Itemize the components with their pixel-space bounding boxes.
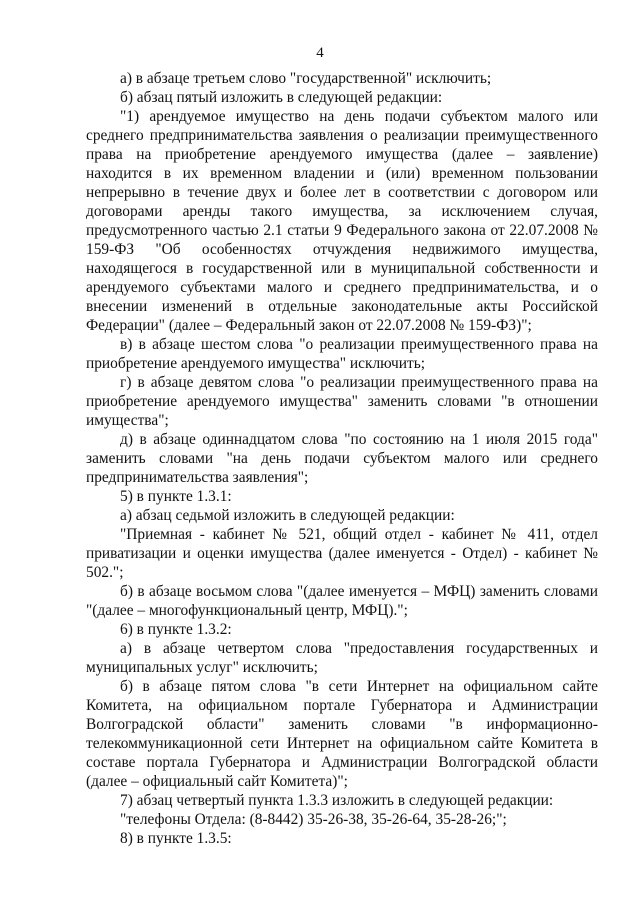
paragraph-v-sixth: в) в абзаце шестом слова "о реализации преимущественного права на приобретение арендуемого имущества" исключить; <box>86 336 598 372</box>
paragraph-reception: "Приемная - кабинет № 521, общий отдел - кабинет № 411, отдел приватизации и оценки имущества (далее именуется - Отдел) - кабинет № 502."; <box>86 526 598 581</box>
paragraph-d-eleventh: д) в абзаце одиннадцатом слова "по состоянию на 1 июля 2015 года" заменить словами "на день подачи субъектом малого или среднего предпринимательства заявления"; <box>86 431 598 486</box>
document-body <box>86 69 598 848</box>
paragraph-item-5: 5) в пункте 1.3.1: <box>120 488 232 505</box>
paragraph-b-eighth: б) в абзаце восьмом слова "(далее именуется – МФЦ) заменить словами "(далее – многофункциональный центр, МФЦ)."; <box>86 583 598 619</box>
paragraph-b-fifth: б) абзац пятый изложить в следующей редакции: <box>120 89 443 106</box>
paragraph-phones: "телефоны Отдела: (8-8442) 35-26-38, 35-26-64, 35-28-26;"; <box>120 811 507 828</box>
paragraph-a-third: а) в абзаце третьем слово "государственной" исключить; <box>120 70 492 87</box>
paragraph-a-seventh: а) абзац седьмой изложить в следующей редакции: <box>120 507 455 524</box>
paragraph-b-fifth-internet: б) в абзаце пятом слова "в сети Интернет на официальном сайте Комитета, на официальном портале Губернатора и Администрации Волгоградской области" заменить словами "в информационно-телекоммуникационной сети Интернет на официальном сайте Комитета в составе портала Губернатора и Администрации Волгоградской области (далее – официальный сайт Комитета)"; <box>86 678 598 790</box>
paragraph-g-ninth: г) в абзаце девятом слова "о реализации преимущественного права на приобретение арендуемого имущества" заменить словами "в отношении имущества"; <box>86 374 598 429</box>
paragraph-item-7: 7) абзац четвертый пункта 1.3.3 изложить в следующей редакции: <box>120 792 554 809</box>
paragraph-a-fourth: а) в абзаце четвертом слова "предоставления государственных и муниципальных услуг" исключить; <box>86 640 598 676</box>
page-number: 4 <box>316 45 324 61</box>
paragraph-item-8: 8) в пункте 1.3.5: <box>120 830 232 847</box>
paragraph-item-6: 6) в пункте 1.3.2: <box>120 621 232 638</box>
paragraph-quoted-item-1: "1) арендуемое имущество на день подачи субъектом малого или среднего предпринимательства заявления о реализации преимущественного права на приобретение арендуемого имущества (далее – заявление) находится в их временном владении и (или) временном пользовании непрерывно в течение двух и более лет в соответствии с договором или договорами аренды такого имущества, за исключением случая, предусмотренного частью 2.1 статьи 9 Федерального закона от 22.07.2008 № 159-ФЗ "Об особенностях отчуждения недвижимого имущества, находящегося в государственной или в муниципальной собственности и арендуемого субъектами малого и среднего предпринимательства, и о внесении изменений в отдельные законодательные акты Российской Федерации" (далее – Федеральный закон от 22.07.2008 № 159-ФЗ)"; <box>86 108 598 334</box>
